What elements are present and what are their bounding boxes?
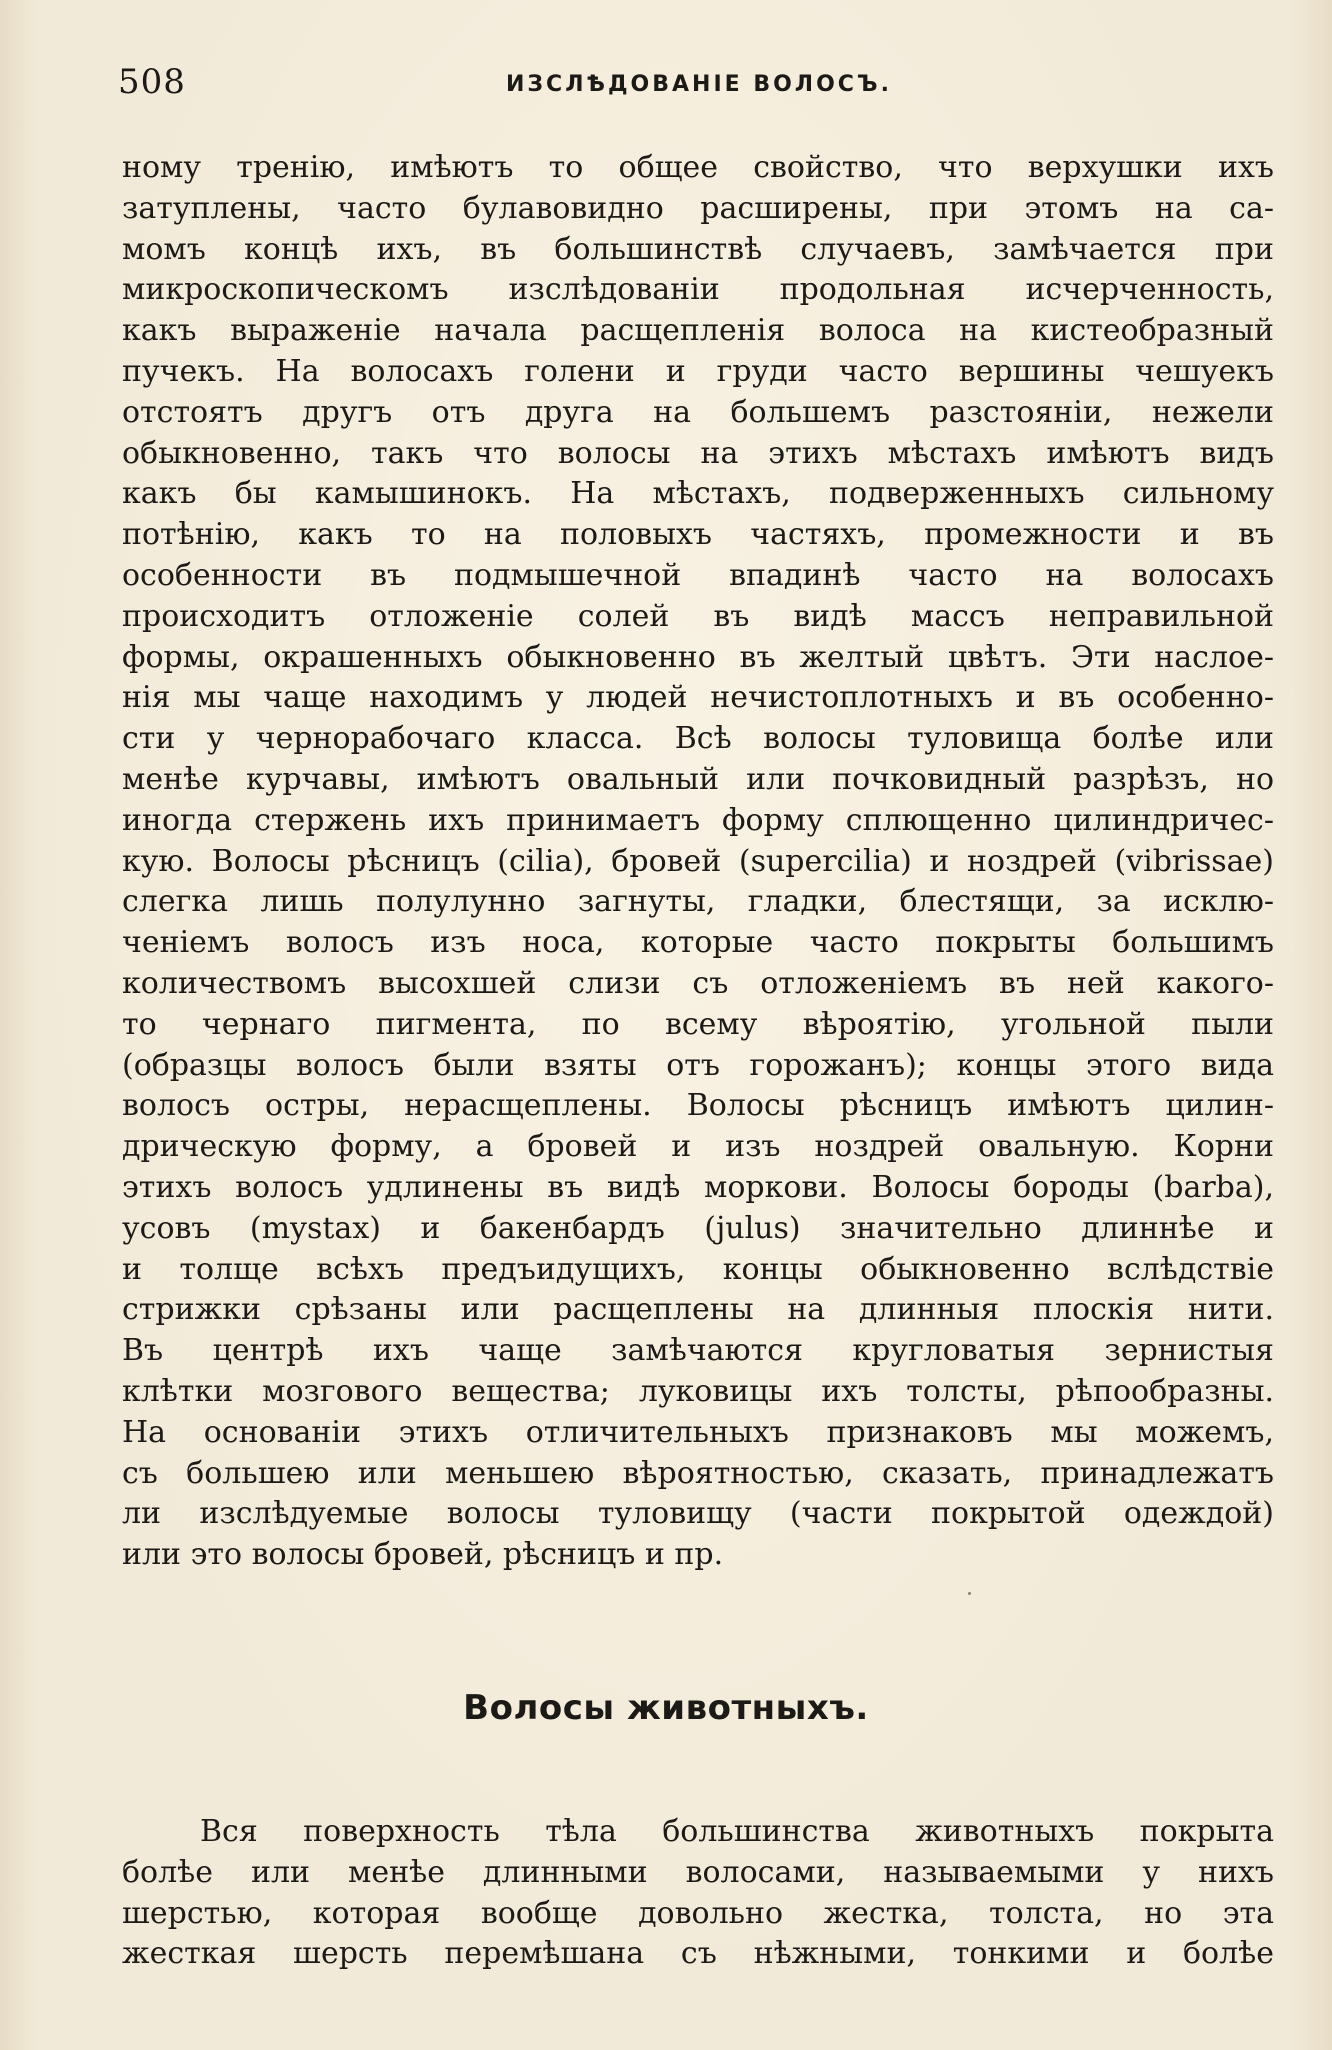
paragraph-1 xyxy=(122,148,1274,1576)
text-line: слегка лишь полулунно загнуты, гладки, блестящи, за исклю- xyxy=(122,884,1274,920)
text-line: отстоятъ другъ отъ друга на большемъ разстояніи, нежели xyxy=(122,394,1274,430)
text-line: микроскопическомъ изслѣдованіи продольная исчерченность, xyxy=(122,272,1274,308)
text-line: затуплены, часто булавовидно расширены, при этомъ на са- xyxy=(122,190,1274,226)
text-line: шерстью, которая вообще довольно жестка, толста, но эта xyxy=(122,1895,1274,1931)
text-line: момъ концѣ ихъ, въ большинствѣ случаевъ, замѣчается при xyxy=(122,231,1274,267)
text-line: какъ выраженіе начала расщепленія волоса на кистеобразный xyxy=(122,313,1274,349)
paragraph-2 xyxy=(122,1812,1274,1975)
text-line: ченіемъ волосъ изъ носа, которые часто покрыты большимъ xyxy=(122,925,1274,961)
paper-speck xyxy=(968,1592,971,1595)
text-line: волосъ остры, нерасщеплены. Волосы рѣсницъ имѣютъ цилин- xyxy=(122,1088,1274,1124)
text-line: обыкновенно, такъ что волосы на этихъ мѣстахъ имѣютъ видъ xyxy=(122,435,1274,471)
text-line: На основаніи этихъ отличительныхъ признаковъ мы можемъ, xyxy=(122,1414,1274,1450)
text-line: жесткая шерсть перемѣшана съ нѣжными, тонкими и болѣе xyxy=(122,1936,1274,1972)
section-heading: Волосы животныхъ. xyxy=(463,1688,869,1728)
text-line: кую. Волосы рѣсницъ (cilia), бровей (supercilia) и ноздрей (vibrissae) xyxy=(122,843,1274,879)
page-header xyxy=(118,62,1278,112)
text-line: особенности въ подмышечной впадинѣ часто на волосахъ xyxy=(122,557,1274,593)
text-line: какъ бы камышинокъ. На мѣстахъ, подверженныхъ сильному xyxy=(122,476,1274,512)
page-number: 508 xyxy=(118,62,186,102)
text-line: формы, окрашенныхъ обыкновенно въ желтый цвѣтъ. Эти наслое- xyxy=(122,639,1274,675)
text-line: этихъ волосъ удлинены въ видѣ моркови. Волосы бороды (barba), xyxy=(122,1169,1274,1205)
text-line: съ большею или меньшею вѣроятностью, сказать, принадлежатъ xyxy=(122,1455,1274,1491)
running-head: ИЗСЛѢДОВАНІЕ ВОЛОСЪ. xyxy=(506,72,892,97)
text-line: дрическую форму, а бровей и изъ ноздрей овальную. Корни xyxy=(122,1129,1274,1165)
text-line: то чернаго пигмента, по всему вѣроятію, угольной пыли xyxy=(122,1006,1274,1042)
text-line: болѣе или менѣе длинными волосами, называемыми у нихъ xyxy=(122,1854,1274,1890)
text-line: количествомъ высохшей слизи съ отложеніемъ въ ней какого- xyxy=(122,965,1274,1001)
text-line: (образцы волосъ были взяты отъ горожанъ); концы этого вида xyxy=(122,1047,1274,1083)
text-line: потѣнію, какъ то на половыхъ частяхъ, промежности и въ xyxy=(122,517,1274,553)
text-line: происходитъ отложеніе солей въ видѣ массъ неправильной xyxy=(122,598,1274,634)
text-line: и толще всѣхъ предъидущихъ, концы обыкновенно вслѣдствіе xyxy=(122,1251,1274,1287)
text-line: ли изслѣдуемые волосы туловищу (части покрытой одеждой) xyxy=(122,1496,1274,1532)
text-line: стрижки срѣзаны или расщеплены на длинныя плоскія нити. xyxy=(122,1292,1274,1328)
text-line: нія мы чаще находимъ у людей нечистоплотныхъ и въ особенно- xyxy=(122,680,1274,716)
text-line: Вся поверхность тѣла большинства животныхъ покрыта xyxy=(200,1814,1274,1849)
text-line: менѣе курчавы, имѣютъ овальный или почковидный разрѣзъ, но xyxy=(122,761,1274,797)
text-line: ному тренію, имѣютъ то общее свойство, что верхушки ихъ xyxy=(122,150,1274,185)
text-line: сти у чернорабочаго класса. Всѣ волосы туловища болѣе или xyxy=(122,721,1274,757)
text-line: пучекъ. На волосахъ голени и груди часто вершины чешуекъ xyxy=(122,353,1274,389)
text-line: или это волосы бровей, рѣсницъ и пр. xyxy=(122,1537,724,1573)
text-line: Въ центрѣ ихъ чаще замѣчаются кругловатыя зернистыя xyxy=(122,1333,1274,1369)
text-line: иногда стержень ихъ принимаетъ форму сплющенно цилиндричес- xyxy=(122,802,1274,838)
text-line: клѣтки мозгового вещества; луковицы ихъ толсты, рѣпообразны. xyxy=(122,1373,1274,1409)
text-line: усовъ (mystax) и бакенбардъ (julus) значительно длиннѣе и xyxy=(122,1210,1274,1246)
